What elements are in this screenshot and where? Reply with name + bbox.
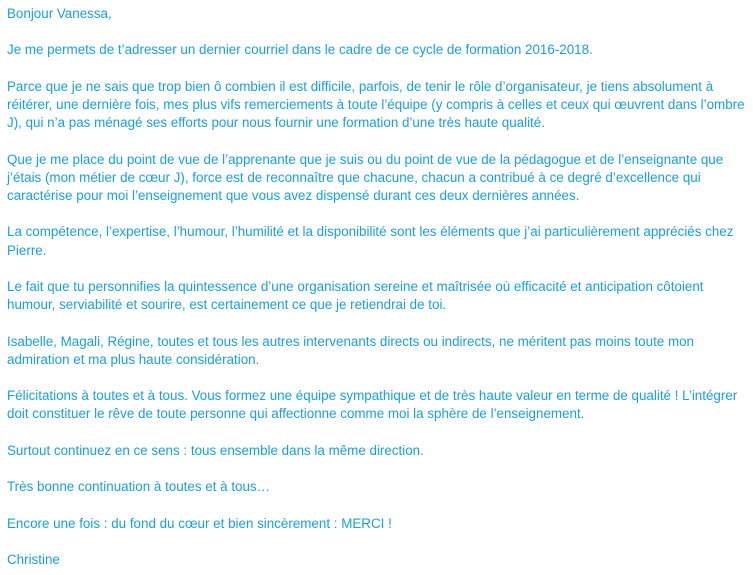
email-paragraph-merci: Encore une fois : du fond du cœur et bien sincèrement : MERCI ! <box>7 515 392 531</box>
email-greeting: Bonjour Vanessa, <box>7 6 112 21</box>
email-paragraph-congratulations: Félicitations à toutes et à tous. Vous formez une équipe sympathique et de très haute valeur en terme de qualité ! L’intégrer doit constituer le rêve de toute personne qui affectionne comme moi la sphère de l’enseignement. <box>7 388 738 422</box>
email-paragraph-organisation: Le fait que tu personnifies la quintessence d’une organisation sereine et maîtrisée où efficacité et anticipation côtoient humour, serviabilité et sourire, est certainement ce que je retiendrai de toi. <box>7 278 704 313</box>
email-paragraph-thanks: Parce que je ne sais que trop bien ô combien il est difficile, parfois, de tenir le rôle d’organisateur, je tiens absolument à réitérer, une dernière fois, mes plus vifs remerciements à toute l’équipe (y compris à celles et ceux qui œuvrent dans l’ombre J), qui n’a pas ménagé ses efforts pour nous fournir une formation d’une très haute qualité. <box>7 78 745 131</box>
email-paragraph-pierre: La compétence, l’expertise, l’humour, l’humilité et la disponibilité sont les éléments que j’ai particulièrement appréciés chez Pierre. <box>7 224 734 258</box>
email-paragraph-continue: Surtout continuez en ce sens : tous ensemble dans la même direction. <box>7 442 424 458</box>
email-paragraph-intro: Je me permets de t’adresser un dernier courriel dans le cadre de ce cycle de formation 2016-2018. <box>7 42 593 58</box>
email-signature: Christine <box>7 551 60 567</box>
email-paragraph-point-of-view: Que je me place du point de vue de l’apprenante que je suis ou du point de vue de la pédagogue et de l’enseignante que j’étais (mon métier de cœur J), force est de reconnaître que chacune, chacun a contribué à ce degré d’excellence qui caractérise pour moi l’enseignement que vous avez dispensé durant ces deux dernières années. <box>7 151 724 203</box>
email-paragraph-good-continuation: Très bonne continuation à toutes et à tous… <box>7 479 271 495</box>
email-paragraph-team-members: Isabelle, Magali, Régine, toutes et tous les autres intervenants directs ou indirects, ne méritent pas moins toute mon admiration et ma plus haute considération. <box>7 333 695 367</box>
email-body <box>7 5 747 569</box>
